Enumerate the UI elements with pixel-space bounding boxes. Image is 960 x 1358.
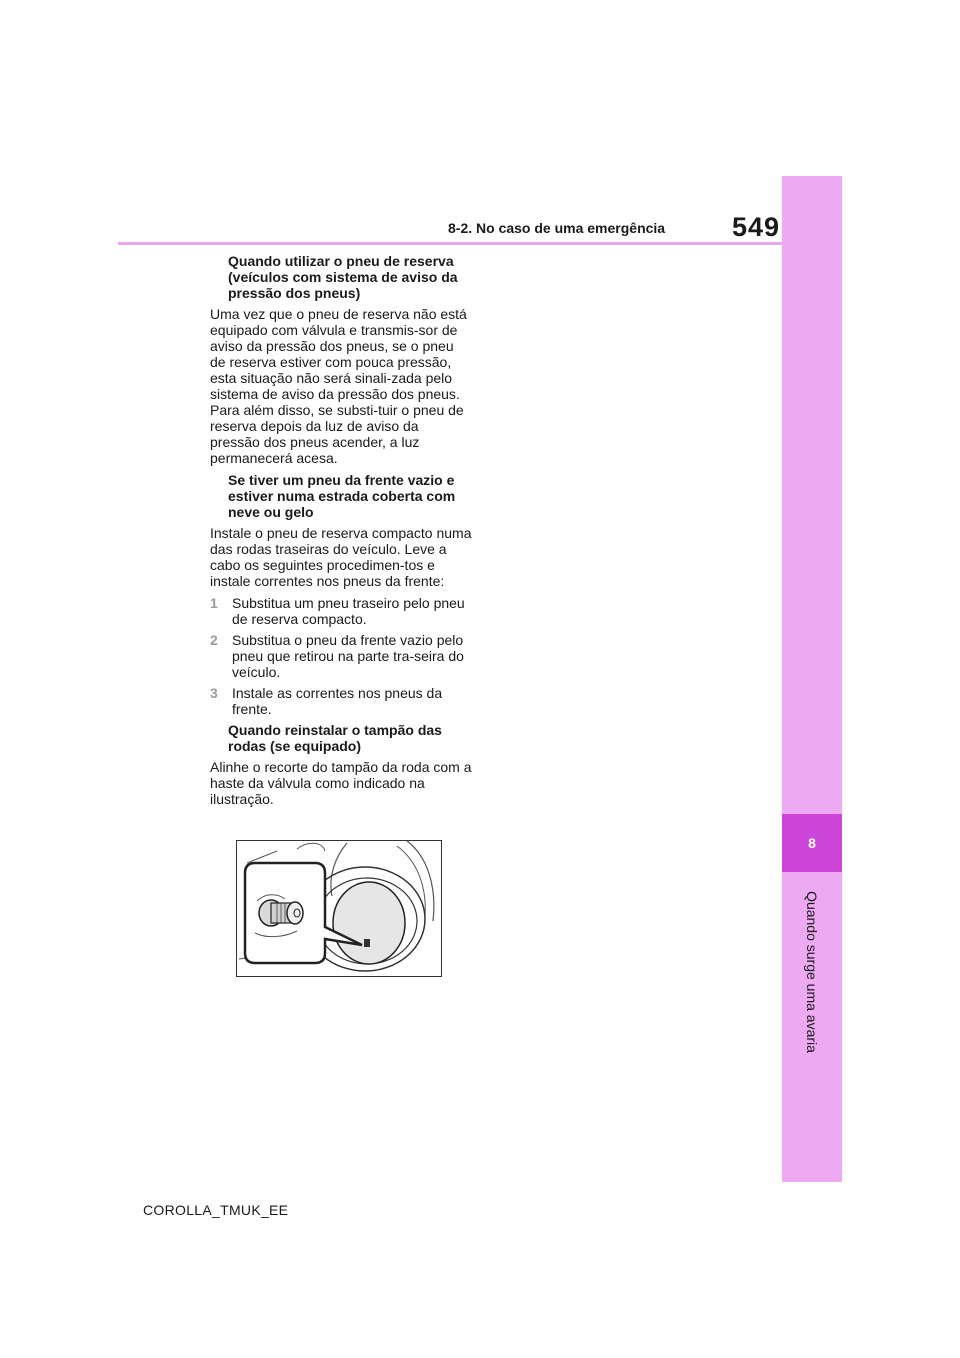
- step-number: 1: [210, 595, 218, 611]
- wheel-cap-valve-illustration: [236, 840, 442, 977]
- header-rule: [118, 242, 782, 245]
- footer-model-code: COROLLA_TMUK_EE: [143, 1202, 289, 1218]
- chapter-number-box: [782, 814, 842, 872]
- step-item: [210, 632, 472, 680]
- step-number: 3: [210, 685, 218, 701]
- page-number: 549: [732, 212, 781, 242]
- paragraph-spare-tire-tpms: Uma vez que o pneu de reserva não está equipado com válvula e transmis-sor de aviso da pressão dos pneus, se o pneu de reserva estiver com pouca pressão, esta situação não será sinali-zada pelo sistema de aviso da pressão dos pneus. Para além disso, se substi-tuir o pneu de reserva depois da luz de aviso da pressão dos pneus acender, a luz permanecerá acesa.: [210, 306, 467, 466]
- step-item: [210, 595, 472, 627]
- wheel-cap-drawing: [237, 841, 441, 976]
- step-item: [210, 685, 472, 717]
- step-text: Instale as correntes nos pneus da frente.: [232, 685, 443, 717]
- heading-spare-tire-tpms: Quando utilizar o pneu de reserva (veículos com sistema de aviso da pressão dos pneus): [228, 253, 458, 301]
- step-text: Substitua um pneu traseiro pelo pneu de reserva compacto.: [232, 595, 465, 627]
- chapter-title: [797, 882, 827, 1062]
- chapter-title-text: Quando surge uma avaria: [804, 891, 820, 1053]
- chapter-number: 8: [808, 835, 816, 851]
- paragraph-wheel-cap: Alinhe o recorte do tampão da roda com a haste da válvula como indicado na ilustração.: [210, 759, 472, 807]
- heading-wheel-cap: Quando reinstalar o tampão das rodas (se equipado): [228, 722, 442, 754]
- step-number: 2: [210, 632, 218, 648]
- step-text: Substitua o pneu da frente vazio pelo pneu que retirou na parte tra-seira do veículo.: [232, 632, 464, 680]
- paragraph-flat-front-tire: Instale o pneu de reserva compacto numa das rodas traseiras do veículo. Leve a cabo os seguintes procedimen-tos e instale correntes nos pneus da frente:: [210, 525, 472, 589]
- section-header: 8-2. No caso de uma emergência: [448, 220, 666, 236]
- heading-flat-front-tire: Se tiver um pneu da frente vazio e estiver numa estrada coberta com neve ou gelo: [228, 472, 456, 520]
- main-content: [210, 253, 472, 813]
